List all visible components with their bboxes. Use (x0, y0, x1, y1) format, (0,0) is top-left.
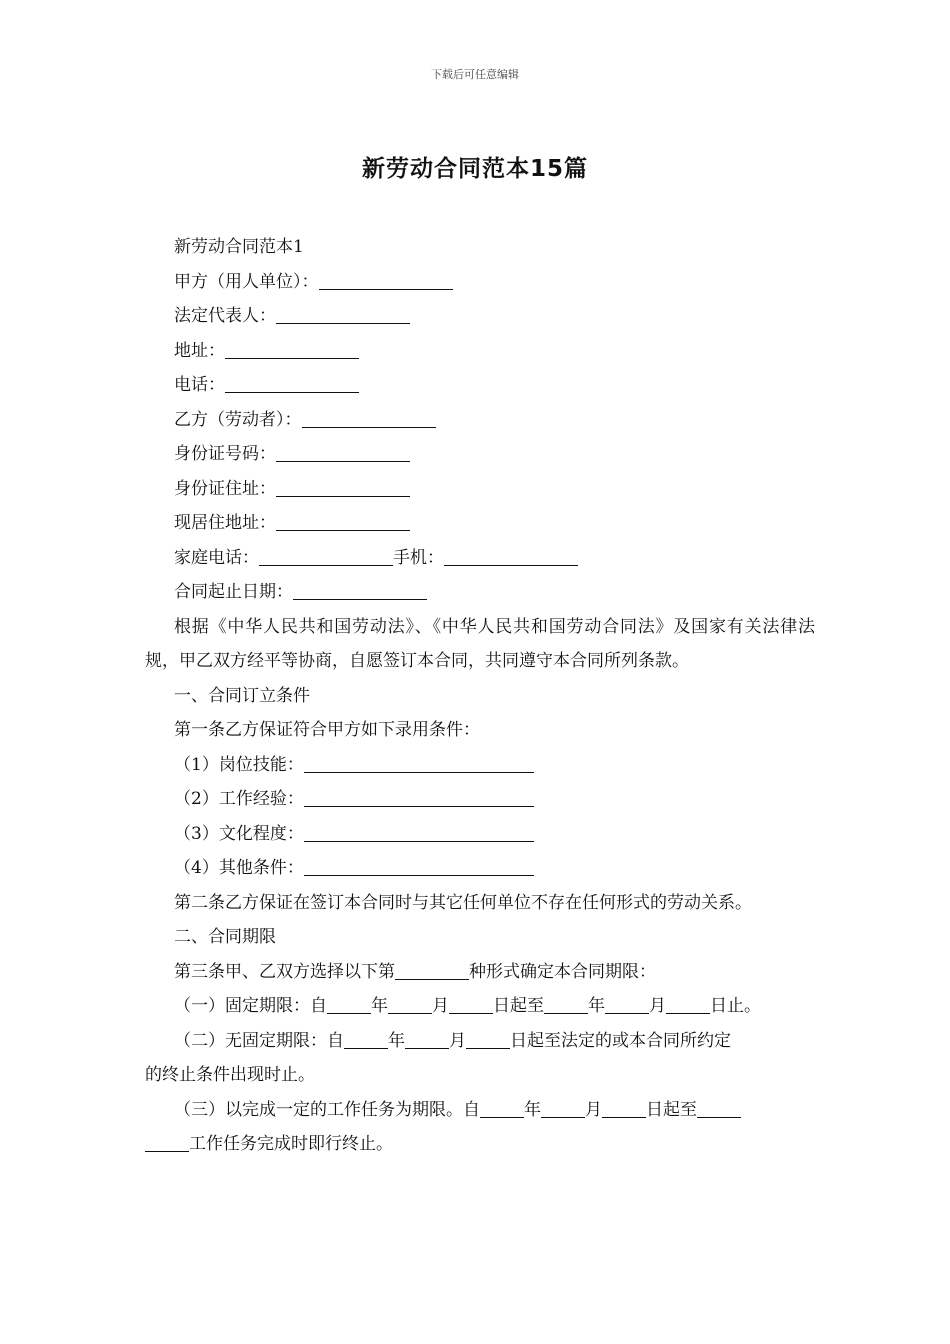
field-id-number (145, 437, 815, 472)
blank-line (544, 997, 588, 1014)
option-label: （二）无固定期限：自 (174, 1030, 344, 1051)
blank-line (605, 997, 649, 1014)
blank-line (145, 1135, 189, 1152)
open-term-option (145, 1024, 815, 1059)
blank-line (666, 997, 710, 1014)
field-current-address (145, 506, 815, 541)
blank-line (276, 307, 410, 324)
condition-label: （3）文化程度： (174, 823, 304, 844)
month-label: 月 (432, 996, 449, 1016)
field-label: 乙方（劳动者）： (174, 409, 302, 430)
field-label: 现居住地址： (174, 513, 276, 533)
blank-line (304, 790, 534, 807)
blank-line (225, 342, 359, 359)
month-label: 月 (585, 1099, 602, 1120)
document-title: 新劳动合同范本15篇 (361, 156, 588, 182)
field-phone (145, 368, 815, 403)
field-id-address (145, 472, 815, 507)
blank-line (293, 583, 427, 600)
section-heading: 新劳动合同范本1 (174, 237, 304, 257)
blank-line (276, 480, 410, 497)
open-term-continuation: 的终止条件出现时止。 (145, 1065, 315, 1085)
field-label: 身份证住址： (174, 478, 276, 499)
article-3 (145, 955, 815, 990)
blank-line (405, 1032, 449, 1049)
blank-line (541, 1101, 585, 1118)
blank-line (304, 859, 534, 876)
blank-line (344, 1032, 388, 1049)
article-3-prefix: 第三条甲、乙双方选择以下第 (174, 961, 395, 982)
blank-line (259, 549, 393, 566)
blank-line (388, 997, 432, 1014)
blank-line (480, 1101, 524, 1118)
field-label: 甲方（用人单位）： (174, 271, 319, 292)
year-label: 年 (588, 996, 605, 1016)
condition-label: （1）岗位技能： (174, 754, 304, 775)
condition-label: （2）工作经验： (174, 789, 304, 809)
blank-line (225, 376, 359, 393)
year-label: 年 (371, 996, 388, 1016)
condition-label: （4）其他条件： (174, 858, 304, 878)
blank-line (449, 997, 493, 1014)
month-label: 月 (449, 1030, 466, 1051)
article-3-suffix: 种形式确定本合同期限： (469, 961, 656, 982)
field-label: 手机： (393, 547, 444, 568)
blank-line (304, 825, 534, 842)
year-label: 年 (524, 1099, 541, 1120)
field-date-range (145, 575, 815, 610)
blank-line (395, 963, 469, 980)
field-home-phone (145, 541, 815, 576)
condition-1 (145, 748, 815, 783)
field-label: 地址： (174, 340, 225, 361)
field-label: 合同起止日期： (174, 582, 293, 602)
blank-line (304, 756, 534, 773)
day-to-label: 日止。 (710, 996, 761, 1016)
option-label: （一）固定期限：自 (174, 996, 327, 1016)
blank-line (697, 1101, 741, 1118)
intro-paragraph: 根据《中华人民共和国劳动法》、《中华人民共和国劳动合同法》及国家有关法律法规，甲乙双方经平等协商，自愿签订本合同，共同遵守本合同所列条款。 (145, 616, 815, 671)
document-body (145, 230, 815, 1162)
condition-3 (145, 817, 815, 852)
day-from-label: 日起至 (646, 1099, 697, 1120)
year-label: 年 (388, 1030, 405, 1051)
blank-line (302, 411, 436, 428)
field-label: 法定代表人： (174, 306, 276, 326)
field-party-a (145, 265, 815, 300)
blank-line (276, 445, 410, 462)
blank-line (319, 273, 453, 290)
field-address (145, 334, 815, 369)
field-label: 身份证号码： (174, 444, 276, 464)
header-note: 下载后可任意编辑 (431, 68, 519, 81)
condition-4 (145, 851, 815, 886)
field-label: 家庭电话： (174, 547, 259, 568)
fixed-term-option (145, 989, 815, 1024)
blank-line (444, 549, 578, 566)
clause-2-title: 二、合同期限 (174, 927, 276, 947)
day-from-label: 日起至法定的或本合同所约定 (510, 1030, 731, 1051)
article-2: 第二条乙方保证在签订本合同时与其它任何单位不存在任何形式的劳动关系。 (174, 892, 752, 913)
blank-line (276, 514, 410, 531)
option-label: （三）以完成一定的工作任务为期限。自 (174, 1099, 480, 1120)
blank-line (602, 1101, 646, 1118)
article-1: 第一条乙方保证符合甲方如下录用条件： (174, 720, 480, 740)
blank-line (327, 997, 371, 1014)
month-label: 月 (649, 996, 666, 1016)
blank-line (466, 1032, 510, 1049)
task-term-continuation (145, 1127, 815, 1162)
day-from-label: 日起至 (493, 996, 544, 1016)
task-term-option (145, 1093, 815, 1128)
field-label: 电话： (174, 375, 225, 395)
clause-1-title: 一、合同订立条件 (174, 685, 310, 706)
field-legal-rep (145, 299, 815, 334)
condition-2 (145, 782, 815, 817)
continuation-text: 工作任务完成时即行终止。 (189, 1134, 393, 1154)
field-party-b (145, 403, 815, 438)
